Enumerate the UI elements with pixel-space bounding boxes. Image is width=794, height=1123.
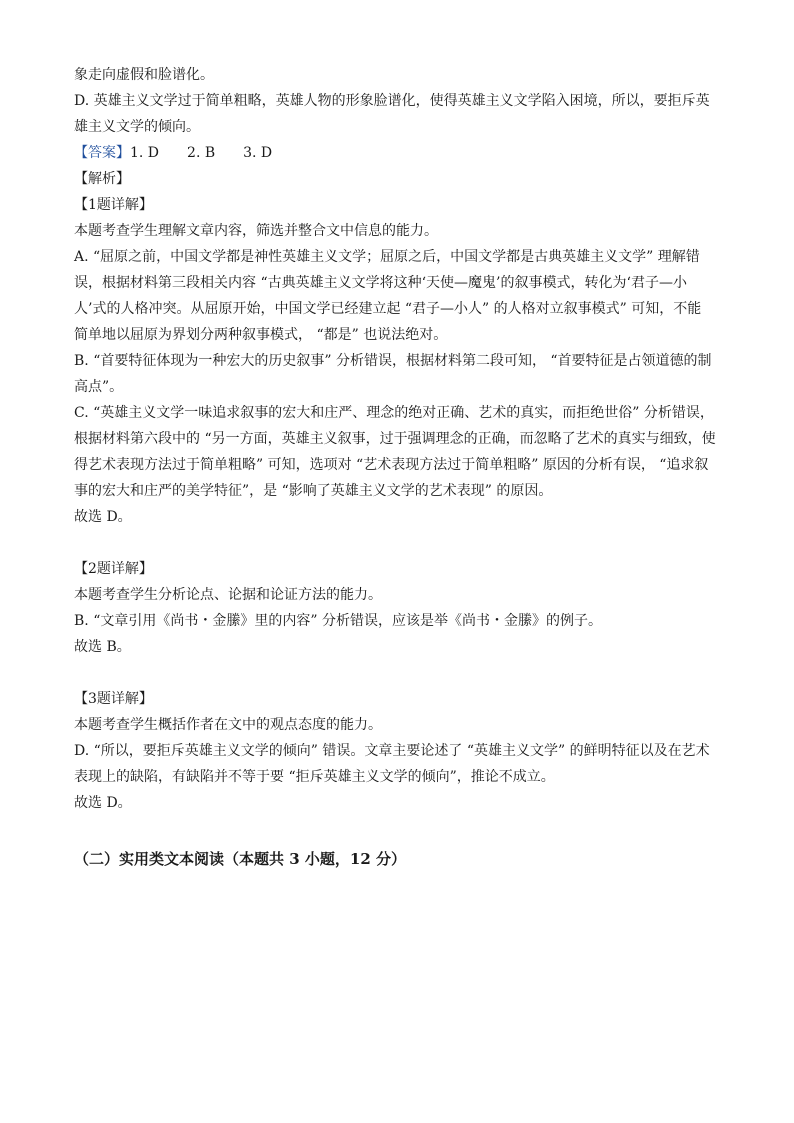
text-line: 雄主义文学的倾向。 bbox=[74, 119, 200, 135]
q1-heading: 【1题详解】 bbox=[74, 197, 153, 213]
q3-line: 本题考查学生概括作者在文中的观点态度的能力。 bbox=[74, 717, 382, 733]
q3-line: D. “所以，要拒斥英雄主义文学的倾向” 错误。文章主要论述了 “英雄主义文学” 的鲜明特征以及在艺术 bbox=[74, 743, 710, 759]
q1-line: B. “首要特征体现为一种宏大的历史叙事” 分析错误，根据材料第二段可知， “首要特征是占领道德的制 bbox=[74, 353, 712, 369]
q1-line: 高点”。 bbox=[74, 379, 124, 395]
analysis-label: 【解析】 bbox=[74, 171, 130, 187]
q1-line: 得艺术表现方法过于简单粗略” 可知，选项对 “艺术表现方法过于简单粗略” 原因的分析有误， “追求叙 bbox=[74, 457, 709, 473]
q3-line: 表现上的缺陷，有缺陷并不等于要 “拒斥英雄主义文学的倾向”，推论不成立。 bbox=[74, 769, 555, 785]
answer-label: 【答案】 bbox=[74, 145, 130, 161]
option-d-line: D. 英雄主义文学过于简单粗略，英雄人物的形象脸谱化，使得英雄主义文学陷入困境，所以，要拒斥英 bbox=[74, 93, 710, 109]
q2-conclusion: 故选 B。 bbox=[74, 639, 131, 655]
q2-line: 本题考查学生分析论点、论据和论证方法的能力。 bbox=[74, 587, 382, 603]
section-heading: （二）实用类文本阅读（本题共 3 小题，12 分） bbox=[74, 850, 406, 868]
q1-line: 本题考查学生理解文章内容，筛选并整合文中信息的能力。 bbox=[74, 223, 438, 239]
q1-line: 简单地以屈原为界划分两种叙事模式， “都是” 也说法绝对。 bbox=[74, 327, 448, 343]
q2-line: B. “文章引用《尚书・金縢》里的内容” 分析错误，应该是举《尚书・金縢》的例子。 bbox=[74, 613, 602, 629]
q1-conclusion: 故选 D。 bbox=[74, 509, 132, 525]
spacer bbox=[74, 660, 724, 686]
q1-line: 根据材料第六段中的 “另一方面，英雄主义叙事，过于强调理念的正确，而忽略了艺术的真实与细致，使 bbox=[74, 431, 716, 447]
spacer bbox=[74, 530, 724, 556]
q1-line: C. “英雄主义文学一味追求叙事的宏大和庄严、理念的绝对正确、艺术的真实，而拒绝世俗” 分析错误， bbox=[74, 405, 714, 421]
q3-heading: 【3题详解】 bbox=[74, 691, 153, 707]
q1-line: 人’式的人格冲突。从屈原开始，中国文学已经建立起 “君子—小人” 的人格对立叙事模式” 可知，不能 bbox=[74, 301, 702, 317]
answer-line bbox=[74, 140, 724, 166]
document-page bbox=[74, 62, 724, 887]
q1-line: A. “屈原之前，中国文学都是神性英雄主义文学；屈原之后，中国文学都是古典英雄主义文学” 理解错 bbox=[74, 249, 700, 265]
q2-heading: 【2题详解】 bbox=[74, 561, 153, 577]
q3-conclusion: 故选 D。 bbox=[74, 795, 132, 811]
q1-line: 误，根据材料第三段相关内容 “古典英雄主义文学将这种‘天使—魔鬼’的叙事模式，转化为‘君子—小 bbox=[74, 275, 687, 291]
q1-line: 事的宏大和庄严的美学特征”，是 “影响了英雄主义文学的艺术表现” 的原因。 bbox=[74, 483, 553, 499]
answer-text: 1. D 2. B 3. D bbox=[130, 145, 273, 161]
text-line: 象走向虚假和脸谱化。 bbox=[74, 67, 214, 83]
